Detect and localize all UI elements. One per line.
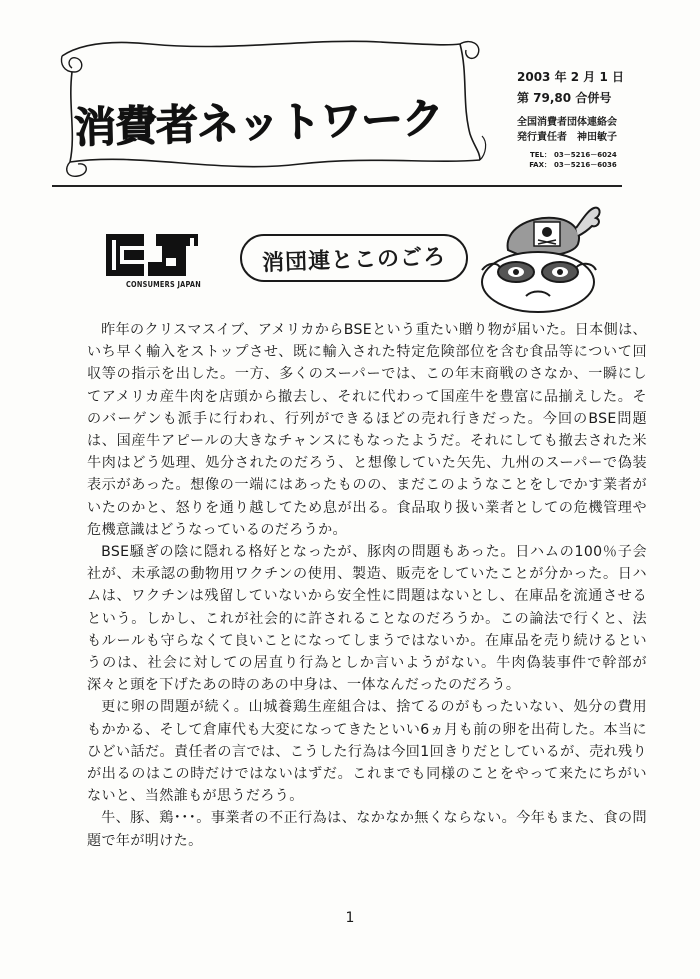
masthead-divider	[52, 185, 622, 187]
fax-label: FAX：	[529, 161, 551, 169]
masthead-title: 消費者ネットワーク	[73, 93, 444, 153]
article-paragraph: 更に卵の問題が続く。山城養鶏生産組合は、捨てるのがもったいない、処分の費用もかかる、そして倉庫代も大変になってきたといい6ヵ月も前の卵を出荷した。本当にひどい話だ。責任者の言では、こうした行為は今回1回きりだとしているが、売れ残りが出るのはこの時だけではないはずだ。これまでも同様のことをやって来たにちがいないと、当然誰もが思うだろう。	[87, 699, 647, 805]
fax-number: 03－5216－6036	[554, 161, 617, 169]
section-title: 消団連とこのごろ	[261, 244, 447, 276]
article-paragraph: BSE騒ぎの陰に隠れる格好となったが、豚肉の問題もあった。日ハムの100％子会社が、未承認の動物用ワクチンの使用、製造、販売をしていたことが分かった。日ハムは、ワクチンは残留していないから安全性に問題はないとし、在庫品を流通させるという。しかし、これが社会的に許されることなのだろうか。この論法で行くと、法もルールも守らなくて良いことになってしまうではないか。在庫品を売り続けるというのは、社会に対しての居直り行為としか言いようがない。牛肉偽装事件で幹部が深々と頭を下げたあの時のあの中身は、一体なんだったのだろう。	[87, 544, 647, 694]
contact-info	[517, 150, 617, 170]
masthead-banner	[50, 34, 490, 182]
chicken-leg-mascot-icon	[478, 200, 602, 316]
article-body	[87, 319, 647, 852]
article-paragraph: 昨年のクリスマスイブ、アメリカからBSEという重たい贈り物が届いた。日本側は、いち早く輸入をストップさせ、既に輸入された特定危険部位を含む食品等について回収等の指示を出した。一方、多くのスーパーでは、この年末商戦のさなか、一瞬にしてアメリカ産牛肉を店頭から撤去し、それに代わって国産牛を豊富に品揃えした。そのバーゲンも派手に行われ、行列ができるほどの売れ行きだった。今回のBSE問題は、国産牛アピールの大きなチャンスにもなったようだ。それにしても撤去された米牛肉はどう処理、処分されたのだろう、と想像していた矢先、九州のスーパーで偽装表示があった。想像の一端にはあったものの、まだこのようなことをしでかす業者がいたのかと、怒りを通り越してため息が出る。食品取り扱い業者としての危機管理や危機意識はどうなっているのだろうか。	[87, 322, 647, 538]
editor-name: 発行責任者 神田敏子	[517, 132, 617, 143]
issue-info	[517, 68, 687, 106]
mascot-illustration	[478, 200, 602, 316]
tel-number: 03－5216－6024	[554, 151, 617, 159]
publisher-name: 全国消費者団体連絡会	[517, 117, 617, 128]
section-heading-badge	[240, 234, 468, 282]
consumers-japan-logo	[104, 228, 224, 300]
issue-date: 2003 年 2 月 1 日	[517, 70, 624, 84]
page-number: 1	[345, 910, 355, 926]
tel-label: TEL：	[529, 151, 551, 159]
issue-number: 第 79,80 合併号	[517, 91, 612, 105]
publisher-info	[517, 115, 687, 145]
article-paragraph: 牛、豚、鶏･･･。事業者の不正行為は、なかなか無くならない。今年もまた、食の問題で年が明けた。	[87, 810, 647, 849]
cj-logo-caption: CONSUMERS JAPAN	[126, 280, 201, 289]
cj-logo-mark	[104, 228, 200, 282]
